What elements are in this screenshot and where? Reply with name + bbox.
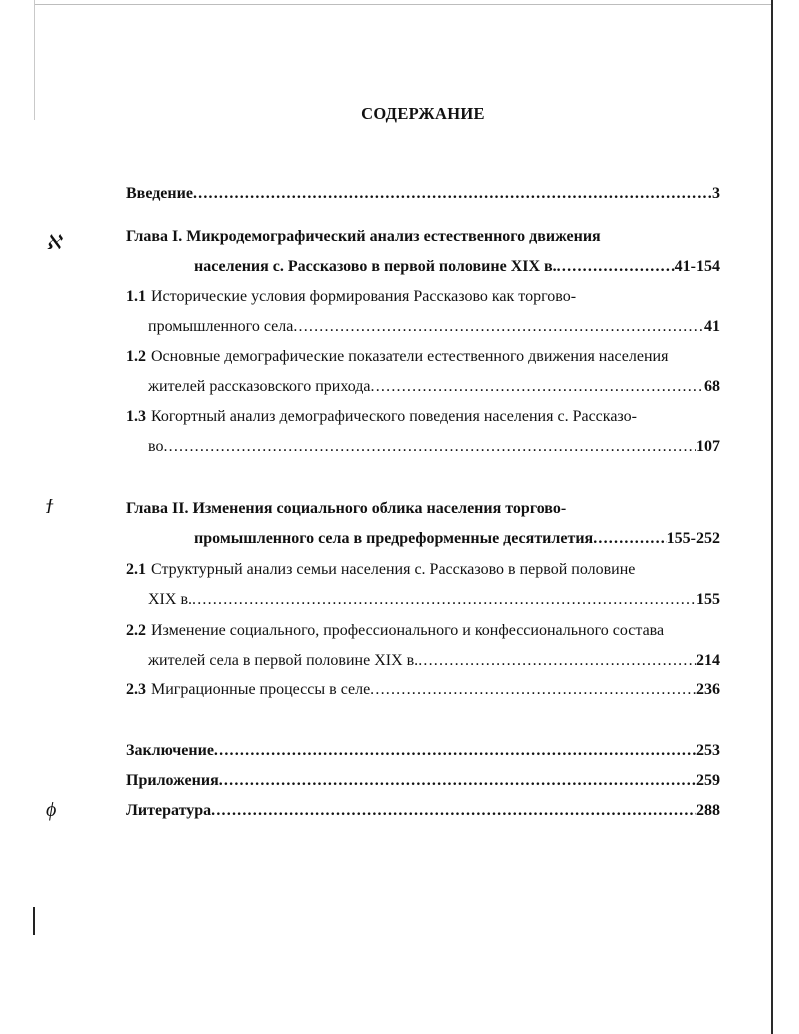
section-page-number: 214 — [696, 652, 720, 669]
section-number: 1.1 — [126, 288, 146, 305]
leader-dots — [192, 589, 696, 611]
toc-entry-intro[interactable] — [126, 183, 720, 205]
section-number: 2.1 — [126, 561, 146, 578]
toc-chapter-2-heading[interactable] — [126, 498, 720, 520]
toc-section-2-3[interactable] — [126, 679, 720, 701]
section-page-number: 68 — [704, 378, 720, 395]
handwritten-mark-2: ϯ — [46, 496, 53, 518]
toc-chapter-1-continuation[interactable] — [194, 256, 720, 278]
page-title: СОДЕРЖАНИЕ — [361, 104, 485, 123]
section-title-line2: XIX в. — [148, 591, 192, 608]
leader-dots — [219, 770, 696, 792]
section-title-line2: жителей села в первой половине XIX в. — [148, 652, 419, 669]
toc-page-number: 3 — [712, 185, 720, 202]
leader-dots — [370, 679, 696, 701]
leader-dots — [214, 740, 696, 762]
handwritten-mark-3: ϕ — [46, 799, 57, 821]
toc-chapter-2-continuation[interactable] — [194, 528, 720, 550]
toc-entry-label: Приложения — [126, 772, 219, 789]
toc-section-2-2[interactable] — [126, 620, 720, 642]
section-number: 1.2 — [126, 348, 146, 365]
toc-section-1-1[interactable] — [126, 286, 720, 308]
toc-entry-literature[interactable] — [126, 800, 720, 822]
chapter-2-title-line2: промышленного села в предреформенные десятилетия — [194, 530, 594, 547]
leader-dots — [371, 376, 704, 398]
chapter-1-title-line2: населения с. Рассказово в первой половине XIX в. — [194, 258, 557, 275]
leader-dots — [163, 436, 696, 458]
toc-section-2-1-continuation[interactable] — [148, 589, 720, 611]
toc-page-number: 288 — [696, 802, 720, 819]
toc-section-1-2[interactable] — [126, 346, 720, 368]
section-page-number: 155 — [696, 591, 720, 608]
toc-page-number: 253 — [696, 742, 720, 759]
section-title-line1: Когортный анализ демографического поведения населения с. Рассказо- — [151, 408, 637, 425]
section-number: 2.2 — [126, 622, 146, 639]
section-page-number: 107 — [696, 438, 720, 455]
section-page-number: 41 — [704, 318, 720, 335]
toc-page-number: 259 — [696, 772, 720, 789]
leader-dots — [418, 650, 696, 672]
toc-section-2-1[interactable] — [126, 559, 720, 581]
section-title-line1: Миграционные процессы в селе — [151, 681, 371, 698]
toc-section-1-3[interactable] — [126, 406, 720, 428]
section-title-line2: во — [148, 438, 164, 455]
section-title-line1: Основные демографические показатели естественного движения населения — [151, 348, 669, 365]
chapter-2-title-line1: Глава II. Изменения социального облика населения торгово- — [126, 500, 567, 517]
section-title-line1: Структурный анализ семьи населения с. Рассказово в первой половине — [151, 561, 636, 578]
section-title-line2: жителей рассказовского прихода — [148, 378, 371, 395]
section-page-number: 236 — [696, 681, 720, 698]
toc-section-2-2-continuation[interactable] — [148, 650, 720, 672]
leader-dots — [193, 183, 712, 205]
leader-dots — [293, 316, 704, 338]
section-title-line2: промышленного села — [148, 318, 294, 335]
toc-section-1-3-continuation[interactable] — [148, 436, 720, 458]
chapter-1-title-line1: Глава I. Микродемографический анализ естественного движения — [126, 228, 601, 245]
section-number: 2.3 — [126, 681, 146, 698]
leader-dots — [593, 528, 666, 550]
page-right-edge — [771, 0, 773, 1034]
chapter-1-pages: 41-154 — [674, 258, 720, 275]
margin-tick-mark — [33, 907, 35, 935]
toc-section-1-1-continuation[interactable] — [148, 316, 720, 338]
chapter-2-pages: 155-252 — [666, 530, 720, 547]
section-title-line1: Исторические условия формирования Рассказово как торгово- — [151, 288, 577, 305]
section-title-line1: Изменение социального, профессионального и конфессионального состава — [151, 622, 665, 639]
toc-entry-label: Заключение — [126, 742, 214, 759]
toc-chapter-1-heading[interactable] — [126, 226, 720, 248]
toc-entry-conclusion[interactable] — [126, 740, 720, 762]
toc-entry-label: Введение — [126, 185, 193, 202]
toc-entry-label: Литература — [126, 802, 212, 819]
page-left-edge — [34, 0, 35, 120]
handwritten-mark-1: ℵ — [46, 232, 61, 254]
page-top-edge — [34, 4, 772, 5]
leader-dots — [211, 800, 696, 822]
toc-section-1-2-continuation[interactable] — [148, 376, 720, 398]
toc-entry-appendices[interactable] — [126, 770, 720, 792]
section-number: 1.3 — [126, 408, 146, 425]
leader-dots — [557, 256, 675, 278]
